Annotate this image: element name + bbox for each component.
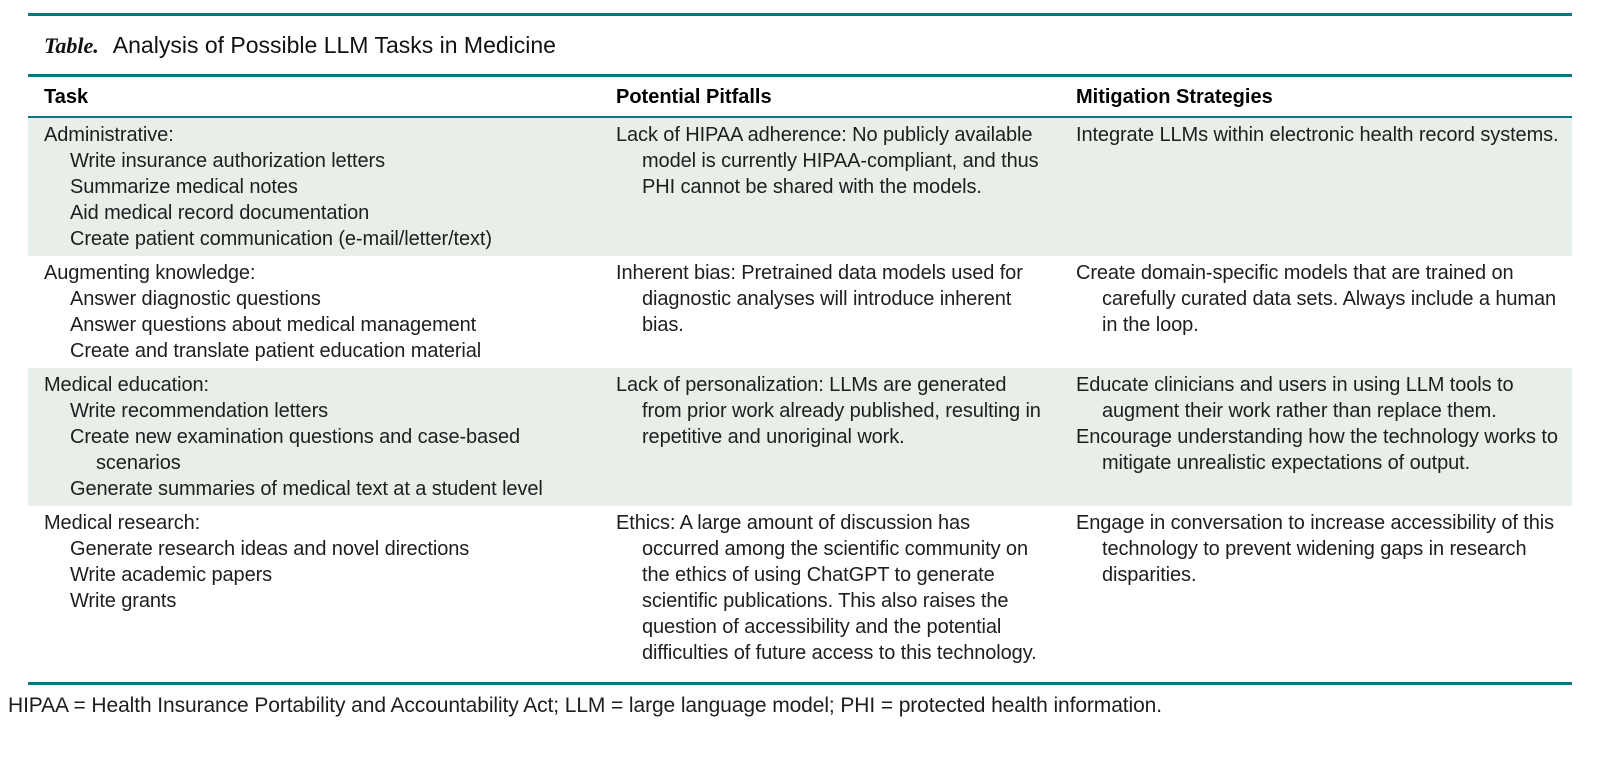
pitfalls-cell	[616, 256, 1076, 368]
task-item: Write academic papers	[70, 564, 273, 586]
table-row	[28, 118, 1572, 256]
pitfalls-cell	[616, 368, 1076, 506]
task-category: Medical research:	[44, 512, 201, 534]
mitigation-cell	[1076, 368, 1572, 506]
pitfall-paragraph: Lack of personalization: LLMs are generated from prior work already published, resulting in repetitive and unoriginal work.	[616, 374, 1041, 448]
task-item: Create patient communication (e-mail/letter/text)	[70, 228, 492, 250]
mitigation-paragraph: Integrate LLMs within electronic health record systems.	[1076, 124, 1559, 146]
pitfalls-cell	[616, 118, 1076, 256]
task-item: Answer diagnostic questions	[70, 288, 321, 310]
task-item: Write insurance authorization letters	[70, 150, 385, 172]
column-header-task: Task	[44, 86, 89, 108]
task-item: Generate summaries of medical text at a student level	[70, 478, 543, 500]
table-header-row	[28, 77, 1572, 116]
table-title	[28, 16, 1572, 74]
task-item: Summarize medical notes	[70, 176, 298, 198]
pitfall-paragraph: Inherent bias: Pretrained data models used for diagnostic analyses will introduce inherent bias.	[616, 262, 1023, 336]
table-title-text: Analysis of Possible LLM Tasks in Medicine	[112, 32, 556, 58]
table-row	[28, 256, 1572, 368]
task-category: Medical education:	[44, 374, 209, 396]
table-row	[28, 368, 1572, 506]
pitfall-paragraph: Ethics: A large amount of discussion has occurred among the scientific community on the ethics of using ChatGPT to generate scientific publications. This also raises the question of accessibility and the potential difficulties of future access to this technology.	[616, 512, 1037, 664]
mitigation-cell	[1076, 506, 1572, 670]
task-item: Write recommendation letters	[70, 400, 329, 422]
mitigation-paragraph: Encourage understanding how the technology works to mitigate unrealistic expectations of output.	[1076, 426, 1558, 474]
task-cell	[28, 118, 616, 256]
task-item: Answer questions about medical management	[70, 314, 477, 336]
task-cell	[28, 368, 616, 506]
table-row	[28, 506, 1572, 670]
column-header-mitigation: Mitigation Strategies	[1076, 86, 1273, 108]
mitigation-cell	[1076, 256, 1572, 368]
column-header-pitfalls: Potential Pitfalls	[616, 86, 772, 108]
task-item: Aid medical record documentation	[70, 202, 370, 224]
mitigation-paragraph: Create domain-specific models that are trained on carefully curated data sets. Always include a human in the loop.	[1076, 262, 1557, 336]
task-item: Generate research ideas and novel directions	[70, 538, 470, 560]
task-category: Augmenting knowledge:	[44, 262, 256, 284]
table-title-label: Table.	[44, 33, 99, 58]
task-item: Create new examination questions and case-based scenarios	[70, 426, 521, 474]
task-category: Administrative:	[44, 124, 174, 146]
pitfall-paragraph: Lack of HIPAA adherence: No publicly available model is currently HIPAA-compliant, and thus PHI cannot be shared with the models.	[616, 124, 1039, 198]
task-cell	[28, 506, 616, 670]
mitigation-paragraph: Engage in conversation to increase accessibility of this technology to prevent widening gaps in research disparities.	[1076, 512, 1554, 586]
task-item: Create and translate patient education material	[70, 340, 482, 362]
pitfalls-cell	[616, 506, 1076, 670]
mitigation-paragraph: Educate clinicians and users in using LLM tools to augment their work rather than replace them.	[1076, 374, 1514, 422]
task-item: Write grants	[70, 590, 177, 612]
table-footnote: HIPAA = Health Insurance Portability and Accountability Act; LLM = large language model; PHI = protected health information.	[8, 694, 1162, 717]
task-cell	[28, 256, 616, 368]
mitigation-cell	[1076, 118, 1572, 256]
